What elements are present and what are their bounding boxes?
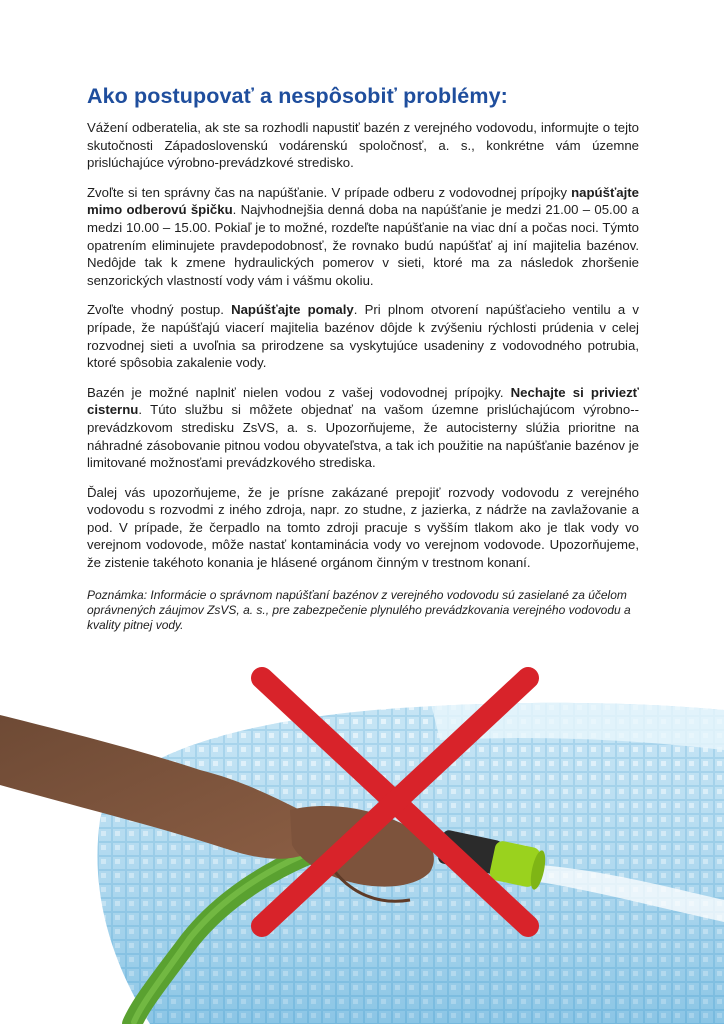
paragraph-procedure (87, 301, 639, 371)
paragraph-text: Bazén je možné naplniť nielen vodou z vašej vodovodnej prípojky. (87, 384, 511, 400)
pool-hose-illustration (0, 660, 724, 1024)
paragraph-text: . Najvhodnejšia denná doba na napúšťanie je medzi 21.00 – 05.00 a medzi 10.00 – 15.00. Pokiaľ je to možné, rozdeľte napúšťanie na viac dní a počas noci. Týmto opatrením eliminujete pravdepodobnosť, že rovnako budú napúšťať aj iní majitelia bazénov. Nedôjde tak k zmene hydraulických pomerov v sieti, ktoré ma za následok zhoršenie senzorických vlastností vody vám i vášmu okoliu. (87, 202, 639, 288)
paragraph-tanker (87, 384, 639, 472)
paragraph-warning (87, 484, 639, 572)
paragraph-text: . Túto službu si môžete objednať na vašom územne prislúchajúcom výrobno--prevádzkovom stredisku ZsVS, a. s. Upozorňujeme, že autocisterny slúžia prioritne na náhradné zásobovanie pitnou vodou obyvateľstva, a tak ich použitie na napúšťanie bazénov je limitované možnosťami prevádzkového strediska. (87, 402, 639, 471)
paragraph-text: Zvoľte vhodný postup. (87, 302, 232, 318)
article (87, 84, 639, 645)
paragraph-intro (87, 119, 639, 172)
paragraph-emphasis: Napúšťajte pomaly (231, 302, 354, 318)
paragraph-text: Zvoľte si ten správny čas na napúšťanie. V prípade odberu z vodovodnej prípojky (87, 184, 572, 200)
paragraph-emphasis: Nechajte si priviezť cisternu (87, 384, 639, 418)
footnote: Poznámka: Informácie o správnom napúšťaní bazénov z verejného vodovodu sú zasielané za účelom oprávnených záujmov ZsVS, a. s., pre zabezpečenie plynulého prevádzkovania verejného vodovodu a kvality pitnej vody. (87, 587, 631, 633)
page-title: Ako postupovať a nespôsobiť problémy: (87, 84, 508, 108)
paragraph-timing (87, 184, 639, 290)
paragraph-text: Vážení odberatelia, ak ste sa rozhodli napustiť bazén z verejného vodovodu, informujte o tejto skutočnosti Západoslovenskú vodárenskú spoločnosť, a. s., konkrétne vám územne prislúchajúce výrobno-prevádzkové stredisko. (87, 120, 639, 171)
paragraph-emphasis: napúšťajte mimo odberovú špičku (87, 184, 639, 218)
paragraph-text: Ďalej vás upozorňujeme, že je prísne zakázané prepojiť rozvody vodovodu z verejného vodovodu s rozvodmi z iného zdroja, napr. zo studne, z jazierka, z nádrže na zavlažovanie a pod. V prípade, že čerpadlo na tomto zdroji pracuje s vyšším tlakom ako je tlak vody vo verejnom vodovode, môže nastať kontaminácia vody vo verejnom vodovode. Upozorňujeme, že zistenie takéhoto konania je hlásené orgánom činným v trestnom konaní. (87, 484, 639, 571)
paragraph-text: . Pri plnom otvorení napúšťacieho ventilu a v prípade, že napúšťajú viacerí majitelia bazénov dôjde k zvýšeniu rýchlosti prúdenia v celej rozvodnej sieti a uvoľnia sa prirodzene sa vyskytujúce usadeniny z vodovodného potrubia, ktoré spôsobia zakalenie vody. (87, 302, 639, 371)
